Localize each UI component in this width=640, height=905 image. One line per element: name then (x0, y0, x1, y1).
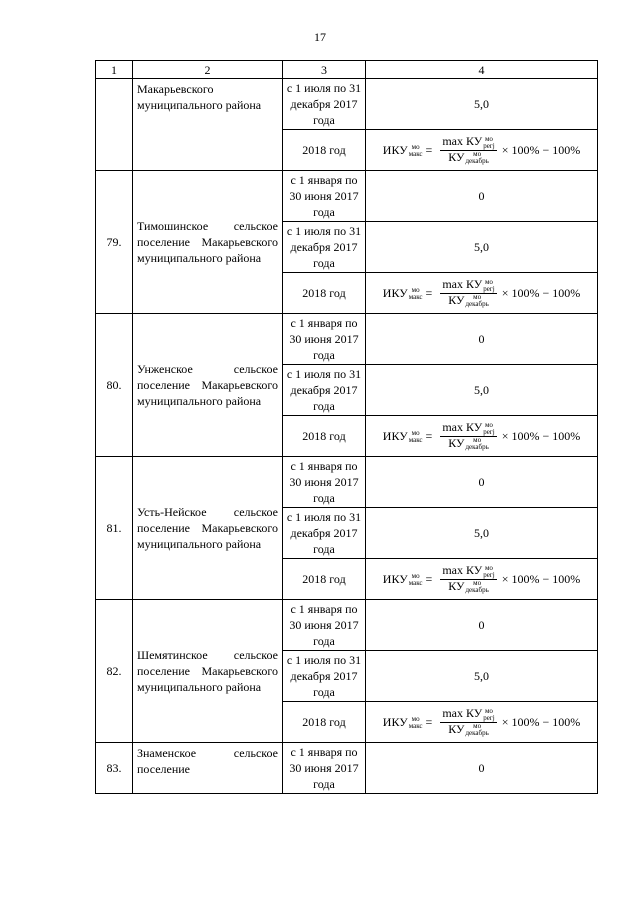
formula-equals: = (425, 429, 433, 443)
period-cell: 2018 год (283, 416, 366, 457)
period-cell: с 1 июля по 31 декабря 2017 года (283, 508, 366, 559)
tariff-index-table (95, 60, 598, 794)
formula-fraction: max КУ мо pегj КУ мо декабрь (442, 706, 495, 737)
formula-tail: × 100% − 100% (501, 143, 581, 157)
formula-tail: × 100% − 100% (501, 429, 581, 443)
municipality-name: Усть-Нейское сельское поселение Макарьевского муниципального района (133, 457, 283, 600)
municipality-name: Тимошинское сельское поселение Макарьевского муниципального района (133, 171, 283, 314)
period-cell: 2018 год (283, 702, 366, 743)
column-header: 4 (366, 61, 598, 79)
formula-fraction: max КУ мо pегj КУ мо декабрь (442, 277, 495, 308)
row-number-cell (96, 79, 133, 171)
period-cell: с 1 июля по 31 декабря 2017 года (283, 365, 366, 416)
index-formula (366, 707, 597, 737)
period-cell: с 1 января по 30 июня 2017 года (283, 600, 366, 651)
period-cell: 2018 год (283, 273, 366, 314)
row-number-cell: 82. (96, 600, 133, 743)
row-number-cell: 83. (96, 743, 133, 794)
column-header: 2 (133, 61, 283, 79)
formula-equals: = (425, 143, 433, 157)
period-cell: с 1 января по 30 июня 2017 года (283, 171, 366, 222)
page-number: 17 (314, 30, 326, 44)
period-cell: с 1 июля по 31 декабря 2017 года (283, 651, 366, 702)
period-cell: с 1 января по 30 июня 2017 года (283, 314, 366, 365)
index-value: 0 (366, 457, 598, 508)
index-value: 5,0 (366, 651, 598, 702)
period-cell: с 1 января по 30 июня 2017 года (283, 743, 366, 794)
period-cell: с 1 января по 30 июня 2017 года (283, 457, 366, 508)
index-value: 5,0 (366, 222, 598, 273)
index-formula (366, 278, 597, 308)
column-header: 1 (96, 61, 133, 79)
formula-lhs: ИКУ мо макс (382, 571, 423, 588)
index-value: 5,0 (366, 508, 598, 559)
formula-equals: = (425, 572, 433, 586)
table-row (96, 79, 598, 130)
formula-cell (366, 702, 598, 743)
row-number-cell: 81. (96, 457, 133, 600)
formula-tail: × 100% − 100% (501, 715, 581, 729)
index-formula (366, 135, 597, 165)
formula-equals: = (425, 715, 433, 729)
row-number-cell: 79. (96, 171, 133, 314)
table-header-row (96, 61, 598, 79)
period-cell: с 1 июля по 31 декабря 2017 года (283, 222, 366, 273)
municipality-name: Шемятинское сельское поселение Макарьевского муниципального района (133, 600, 283, 743)
municipality-name: Макарьевского муниципального района (133, 79, 283, 171)
formula-tail: × 100% − 100% (501, 572, 581, 586)
column-header: 3 (283, 61, 366, 79)
index-value: 0 (366, 314, 598, 365)
municipality-name: Знаменское сельское поселение (133, 743, 283, 794)
formula-lhs: ИКУ мо макс (382, 428, 423, 445)
formula-tail: × 100% − 100% (501, 286, 581, 300)
table-row (96, 600, 598, 651)
formula-lhs: ИКУ мо макс (382, 714, 423, 731)
formula-cell (366, 416, 598, 457)
formula-cell (366, 130, 598, 171)
index-value: 0 (366, 171, 598, 222)
index-formula (366, 564, 597, 594)
formula-fraction: max КУ мо pегj КУ мо декабрь (442, 563, 495, 594)
index-value: 5,0 (366, 365, 598, 416)
municipality-name: Унженское сельское поселение Макарьевского муниципального района (133, 314, 283, 457)
formula-lhs: ИКУ мо макс (382, 285, 423, 302)
row-number-cell: 80. (96, 314, 133, 457)
period-cell: 2018 год (283, 130, 366, 171)
formula-cell (366, 273, 598, 314)
formula-equals: = (425, 286, 433, 300)
table-row (96, 743, 598, 794)
formula-fraction: max КУ мо pегj КУ мо декабрь (442, 134, 495, 165)
index-formula (366, 421, 597, 451)
formula-lhs: ИКУ мо макс (382, 142, 423, 159)
period-cell: с 1 июля по 31 декабря 2017 года (283, 79, 366, 130)
formula-cell (366, 559, 598, 600)
period-cell: 2018 год (283, 559, 366, 600)
table-row (96, 171, 598, 222)
formula-fraction: max КУ мо pегj КУ мо декабрь (442, 420, 495, 451)
table-row (96, 314, 598, 365)
index-value: 0 (366, 743, 598, 794)
table-row (96, 457, 598, 508)
index-value: 5,0 (366, 79, 598, 130)
index-value: 0 (366, 600, 598, 651)
